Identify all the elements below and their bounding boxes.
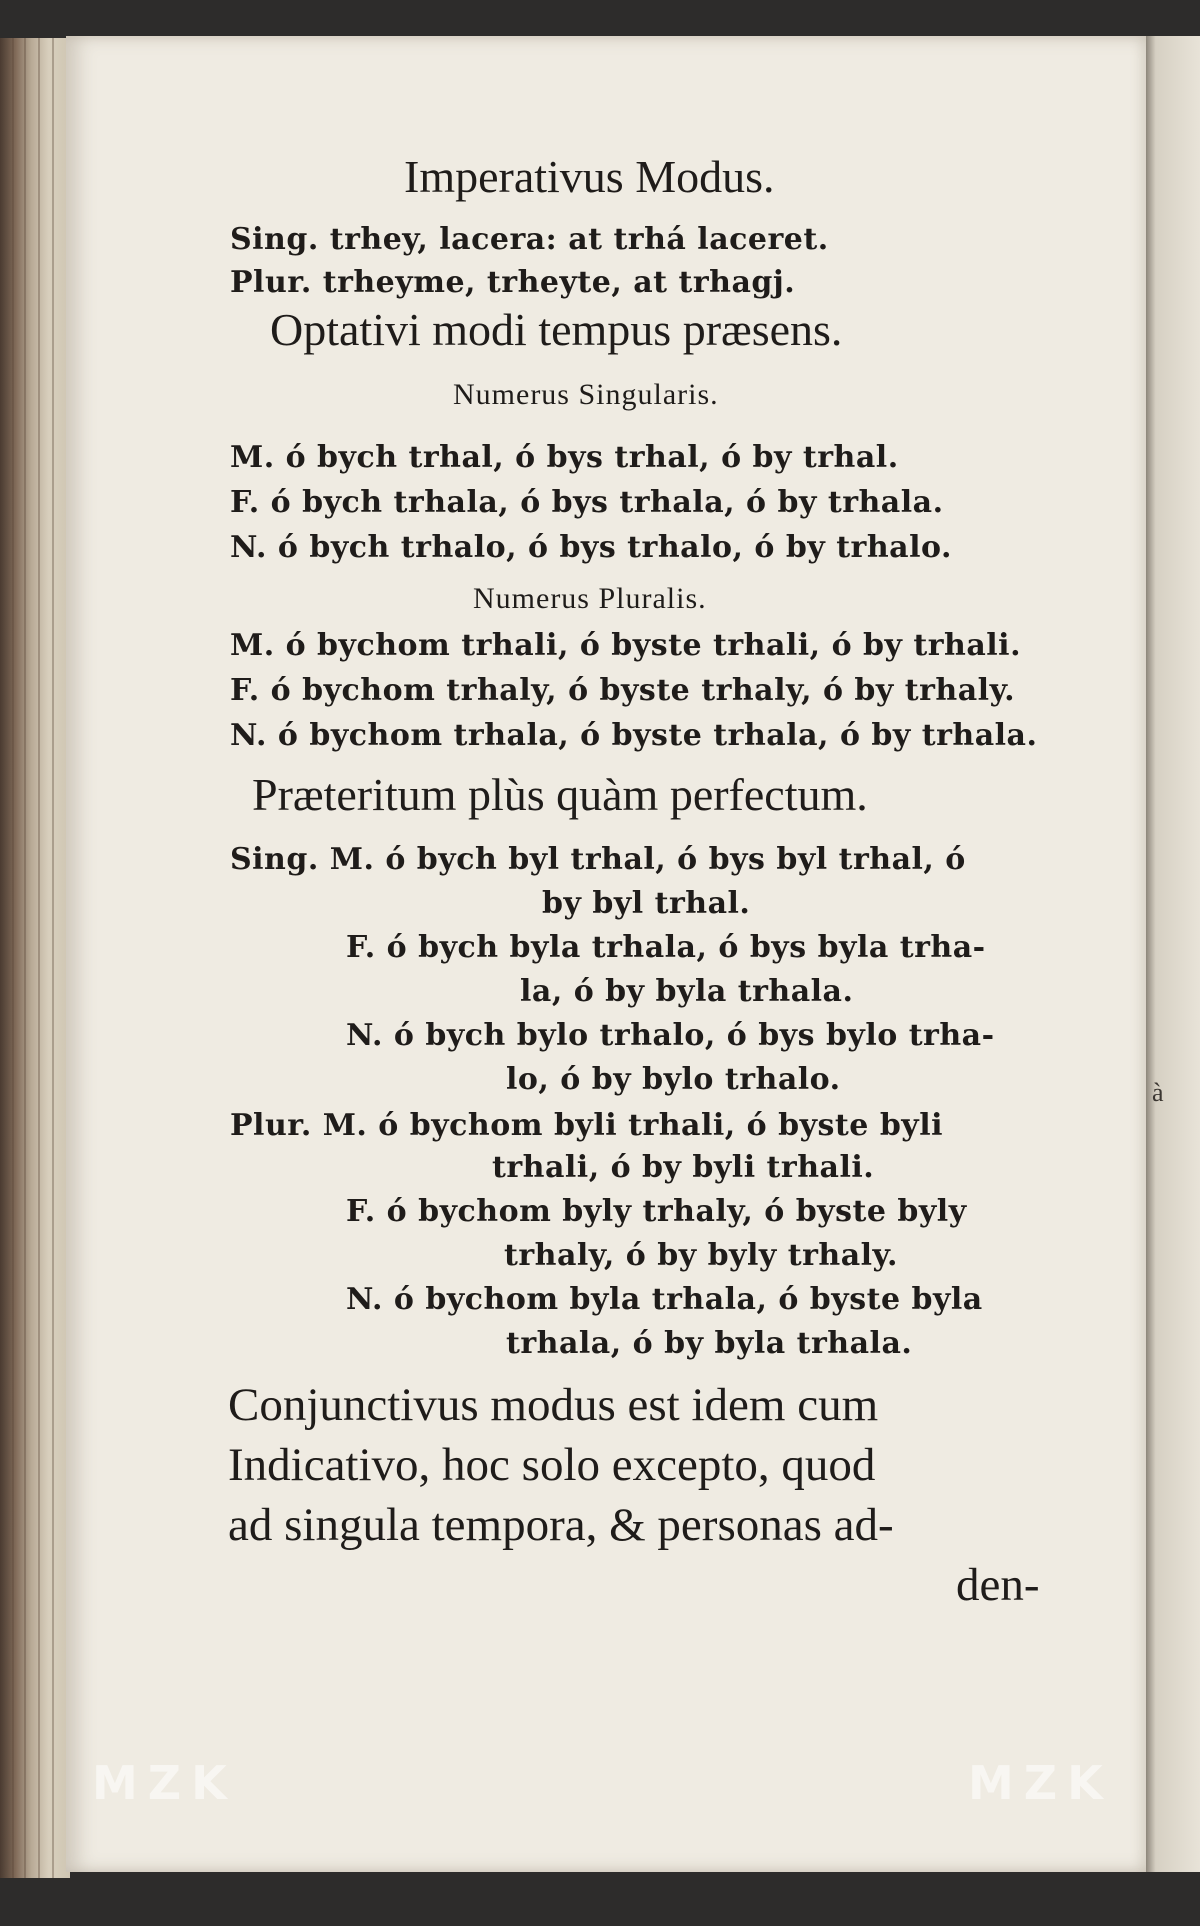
- facing-page-edge: [1146, 36, 1200, 1872]
- praeteritum-line: Plur. M. ó bychom byli trhali, ó byste byli: [230, 1108, 944, 1143]
- pluralis-line: M. ó bychom trhali, ó byste trhali, ó by trhali.: [230, 628, 1022, 663]
- pluralis-line: F. ó bychom trhaly, ó byste trhaly, ó by trhaly.: [230, 673, 1016, 708]
- praeteritum-line: trhaly, ó by byly trhaly.: [504, 1238, 898, 1273]
- praeteritum-line: N. ó bych bylo trhalo, ó bys bylo trha-: [346, 1018, 995, 1053]
- heading-imperativus: Imperativus Modus.: [404, 151, 775, 202]
- singularis-line: M. ó bych trhal, ó bys trhal, ó by trhal.: [230, 440, 899, 475]
- heading-singularis: Numerus Singularis.: [453, 378, 719, 411]
- praeteritum-line: la, ó by byla trhala.: [520, 974, 854, 1009]
- pluralis-line: N. ó bychom trhala, ó byste trhala, ó by trhala.: [230, 718, 1038, 753]
- praeteritum-line: trhali, ó by byli trhali.: [492, 1150, 875, 1185]
- conjunctivus-line: Conjunctivus modus est idem cum: [228, 1379, 879, 1431]
- praeteritum-line: F. ó bych byla trhala, ó bys byla trha-: [346, 930, 986, 965]
- facing-page-glyph: à: [1152, 1078, 1164, 1107]
- conjunctivus-line: ad singula tempora, & personas ad-: [228, 1499, 894, 1551]
- heading-pluralis: Numerus Pluralis.: [473, 582, 707, 615]
- conjunctivus-line: den-: [956, 1559, 1040, 1611]
- heading-praeteritum: Præteritum plùs quàm perfectum.: [252, 769, 868, 820]
- praeteritum-line: trhala, ó by byla trhala.: [506, 1326, 913, 1361]
- watermark-right: MZK: [968, 1756, 1113, 1810]
- praeteritum-line: F. ó bychom byly trhaly, ó byste byly: [346, 1194, 967, 1229]
- book-left-edge: [0, 38, 70, 1878]
- singularis-line: N. ó bych trhalo, ó bys trhalo, ó by trhalo.: [230, 530, 952, 565]
- conjunctivus-line: Indicativo, hoc solo excepto, quod: [228, 1439, 876, 1491]
- singularis-line: F. ó bych trhala, ó bys trhala, ó by trhala.: [230, 485, 944, 520]
- imperativus-line: Plur. trheyme, trheyte, at trhagj.: [230, 265, 796, 300]
- imperativus-line: Sing. trhey, lacera: at trhá laceret.: [230, 222, 829, 257]
- praeteritum-line: N. ó bychom byla trhala, ó byste byla: [346, 1282, 983, 1317]
- praeteritum-line: lo, ó by bylo trhalo.: [506, 1062, 841, 1097]
- praeteritum-line: by byl trhal.: [542, 886, 751, 921]
- watermark-left: MZK: [92, 1756, 237, 1810]
- praeteritum-line: Sing. M. ó bych byl trhal, ó bys byl trhal, ó: [230, 842, 966, 877]
- heading-optativi: Optativi modi tempus præsens.: [270, 304, 843, 355]
